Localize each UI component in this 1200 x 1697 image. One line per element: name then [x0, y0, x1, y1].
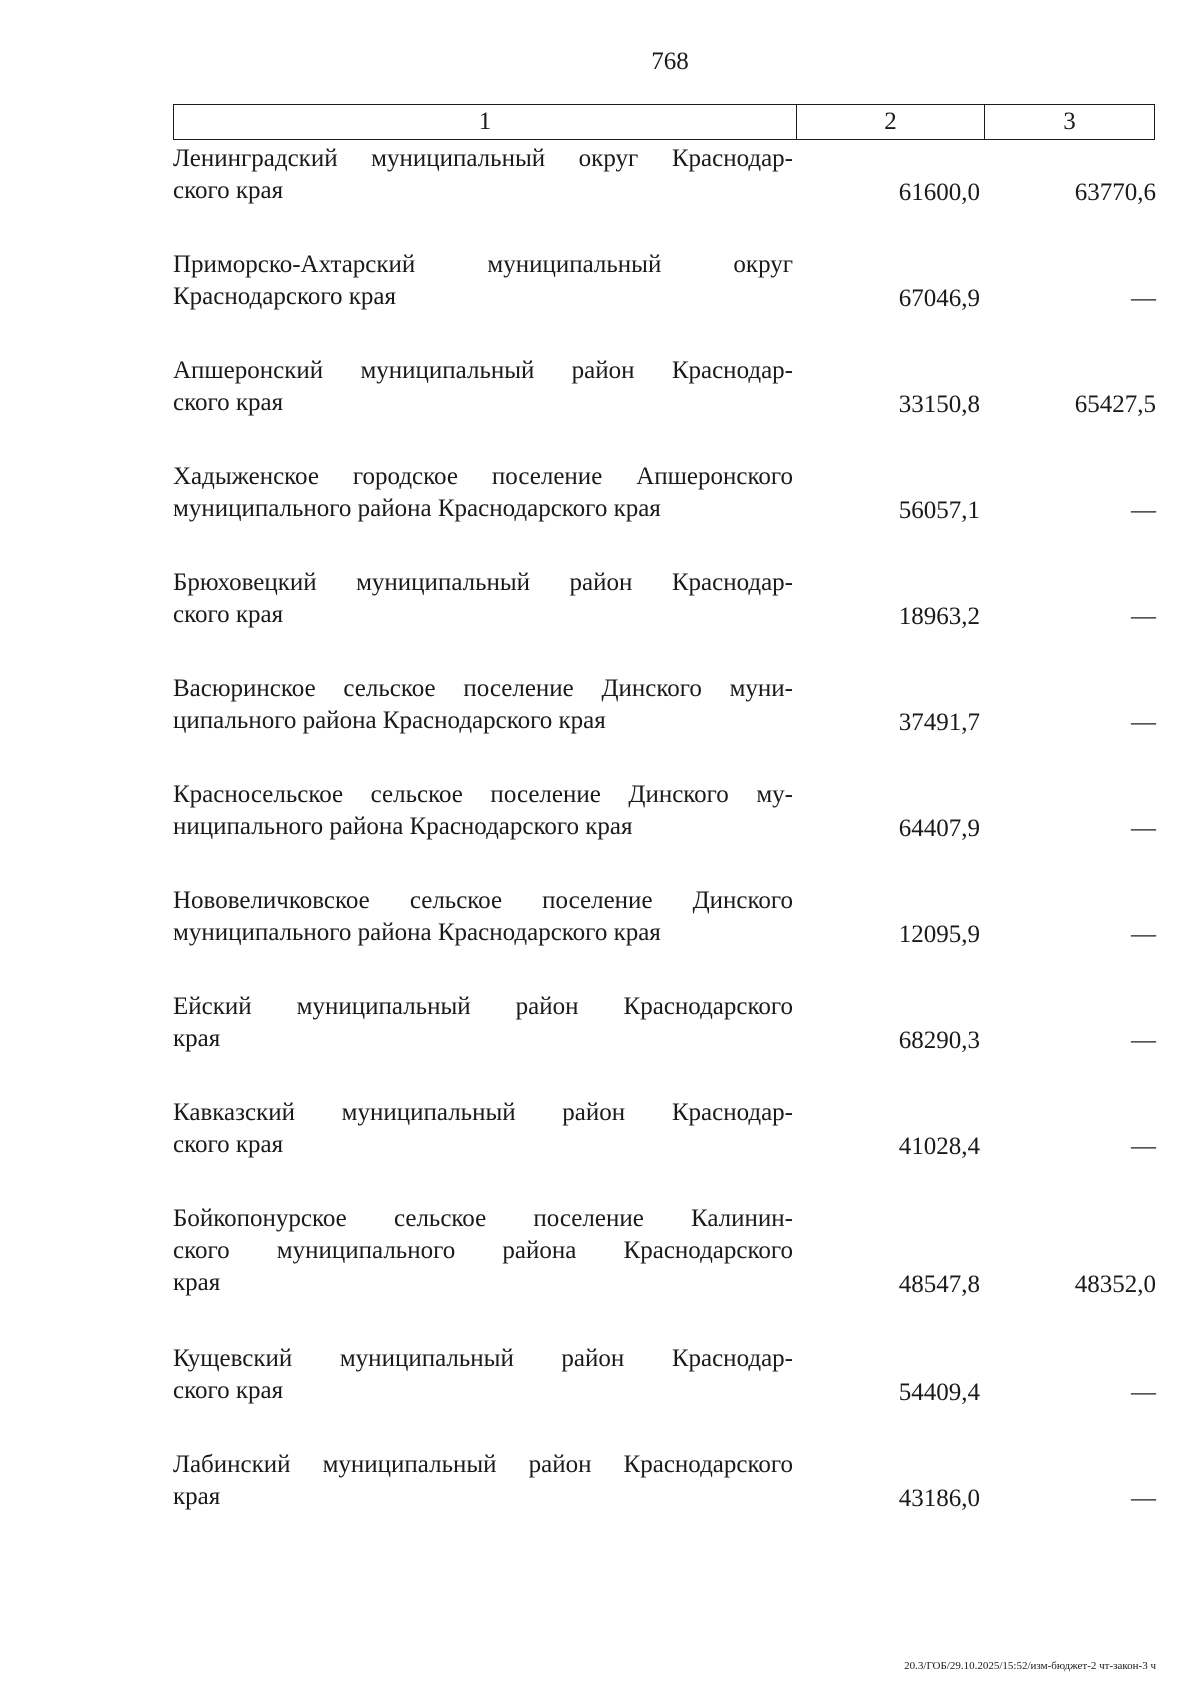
table-body [0, 143, 1200, 1555]
row-value-col3: — [1131, 1027, 1156, 1054]
row-value-col2: 54409,4 [898, 1379, 980, 1406]
row-name-line: ципального района Краснодарского края [173, 707, 606, 734]
row-value-col2: 43186,0 [898, 1485, 980, 1512]
row-name-line: Хадыженское городское поселение Апшеронского [173, 463, 793, 490]
row-name-line: Ленинградский муниципальный округ Краснодар- [173, 145, 793, 172]
row-value-col3: — [1131, 1133, 1156, 1160]
row-value-col3: — [1131, 1379, 1156, 1406]
row-value-col2: 33150,8 [898, 391, 980, 418]
table-row [0, 143, 1200, 249]
row-name [173, 673, 793, 737]
row-name-line: Апшеронский муниципальный район Краснодар- [173, 357, 793, 384]
row-name-line: Лабинский муниципальный район Краснодарского [173, 1451, 793, 1478]
table-row [0, 355, 1200, 461]
table-row [0, 991, 1200, 1097]
row-value-col2: 61600,0 [898, 179, 980, 206]
row-name-line: Васюринское сельское поселение Динского муни- [173, 675, 793, 702]
row-name [173, 1343, 793, 1407]
row-value-col3: — [1131, 285, 1156, 312]
row-name-line: Бойкопонурское сельское поселение Калинин- [173, 1205, 793, 1232]
row-name-line: Краснодарского края [173, 283, 396, 310]
row-name [173, 461, 793, 525]
row-name-line: муниципального района Краснодарского края [173, 919, 661, 946]
row-name-line: Нововеличковское сельское поселение Динского [173, 887, 793, 914]
table-row [0, 1449, 1200, 1555]
row-value-col3: — [1131, 709, 1156, 736]
row-name-line: ского края [173, 601, 284, 628]
row-value-col3: — [1131, 1485, 1156, 1512]
row-name [173, 355, 793, 419]
row-value-col2: 12095,9 [898, 921, 980, 948]
row-name [173, 779, 793, 843]
page-number: 768 [651, 48, 689, 75]
row-name [173, 885, 793, 949]
table-row [0, 249, 1200, 355]
row-name-line: Кущевский муниципальный район Краснодар- [173, 1345, 793, 1372]
row-value-col2: 41028,4 [898, 1133, 980, 1160]
row-name-line: ского края [173, 1377, 284, 1404]
column-header-2: 2 [797, 105, 985, 139]
row-name [173, 1449, 793, 1513]
table-header [173, 104, 1155, 140]
row-value-col3: — [1131, 921, 1156, 948]
table-row [0, 673, 1200, 779]
column-header-3: 3 [1063, 108, 1076, 135]
row-name-line: ского края [173, 389, 284, 416]
row-value-col2: 64407,9 [898, 815, 980, 842]
row-name-line: Приморско-Ахтарский муниципальный округ [173, 251, 793, 278]
column-header-1: 1 [174, 105, 797, 139]
row-value-col3: — [1131, 815, 1156, 842]
row-name-line: Красносельское сельское поселение Динского му- [173, 781, 793, 808]
row-name [173, 143, 793, 207]
table-row [0, 1097, 1200, 1203]
row-name [173, 567, 793, 631]
row-name-line: Брюховецкий муниципальный район Краснодар- [173, 569, 793, 596]
row-value-col3: — [1131, 603, 1156, 630]
row-name-line: ниципального района Краснодарского края [173, 813, 633, 840]
row-name-line: края [173, 1025, 221, 1052]
row-value-col3: — [1131, 497, 1156, 524]
row-value-col2: 67046,9 [898, 285, 980, 312]
table-row [0, 461, 1200, 567]
row-value-col3: 65427,5 [1074, 391, 1156, 418]
row-value-col3: 63770,6 [1074, 179, 1156, 206]
row-value-col2: 18963,2 [898, 603, 980, 630]
table-row [0, 1343, 1200, 1449]
row-name-line: Ейский муниципальный район Краснодарского [173, 993, 793, 1020]
row-value-col3: 48352,0 [1074, 1271, 1156, 1298]
row-name [173, 1097, 793, 1161]
table-row [0, 567, 1200, 673]
row-name-line: ского муниципального района Краснодарского [173, 1237, 793, 1264]
row-name-line: края [173, 1483, 221, 1510]
row-name-line: ского края [173, 177, 284, 204]
row-name-line: муниципального района Краснодарского края [173, 495, 661, 522]
row-name-line: ского края [173, 1131, 284, 1158]
row-value-col2: 68290,3 [898, 1027, 980, 1054]
row-name-line: Кавказский муниципальный район Краснодар- [173, 1099, 793, 1126]
table-row [0, 885, 1200, 991]
document-footer-code: 20.3/ГОБ/29.10.2025/15:52/изм-бюджет-2 чт-закон-3 ч [904, 1660, 1156, 1672]
row-name [173, 249, 793, 313]
row-name-line: края [173, 1269, 221, 1296]
row-value-col2: 37491,7 [898, 709, 980, 736]
row-value-col2: 48547,8 [898, 1271, 980, 1298]
row-name [173, 1203, 793, 1299]
row-value-col2: 56057,1 [898, 497, 980, 524]
table-row [0, 779, 1200, 885]
table-row [0, 1203, 1200, 1343]
row-name [173, 991, 793, 1055]
